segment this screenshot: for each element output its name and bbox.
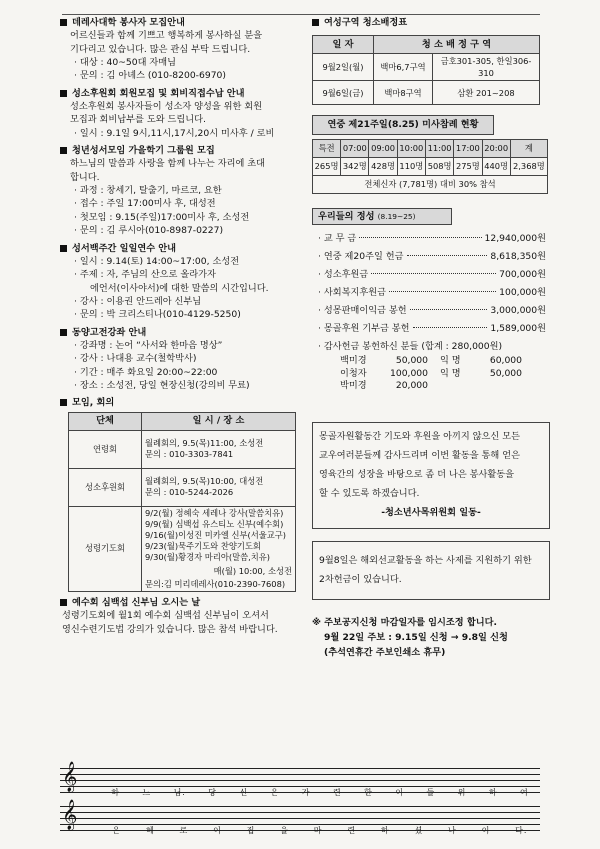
info-line: · 장소 : 소성전, 당일 현장신청(강의비 무료) — [74, 379, 250, 391]
table-header-row — [69, 412, 296, 430]
donor-name: 백미경 — [340, 355, 367, 367]
info-line: · 문의 : 김 루시아(010-8987-0227) — [74, 225, 224, 237]
offering-title-text: 우리들의 정성 — [318, 210, 375, 222]
youth-thanks-box — [312, 422, 550, 528]
detail-line: 문의 : 010-3303-7841 — [145, 449, 234, 460]
lyric-syllable: 셨 — [414, 826, 424, 835]
section-title: 예수회 심백섭 신부님 오시는 날 — [72, 596, 201, 608]
leader-dots — [413, 327, 488, 328]
section-volunteer-recruit — [60, 16, 302, 83]
lyric-syllable: 을 — [280, 826, 289, 835]
lyric-syllable: 은 — [270, 788, 280, 797]
group-cell: 성령기도회 — [69, 506, 142, 591]
item-amount: 700,000원 — [499, 268, 546, 280]
section-classics-lecture — [60, 326, 302, 393]
detail-cell — [142, 506, 296, 591]
column-header: 단체 — [69, 412, 142, 430]
table-row — [313, 54, 540, 81]
info-line: · 첫모임 : 9.15(주일)17:00미사 후, 소성전 — [74, 211, 250, 223]
count-cell: 265명 — [313, 157, 341, 175]
meetings-table — [68, 412, 296, 592]
section-title: 성소후원회 회원모집 및 회비직접수납 안내 — [72, 87, 245, 99]
table-row — [69, 506, 296, 591]
group-cell: 연령회 — [69, 430, 142, 468]
lyric-syllable: 로 — [179, 826, 189, 835]
count-cell: 110명 — [397, 157, 425, 175]
lyric-syllable: 신 — [239, 788, 249, 797]
time-cell: 09:00 — [369, 139, 397, 157]
info-line: · 문의 : 김 아녜스 (010-8200-6970) — [74, 70, 226, 82]
leader-dots — [389, 291, 496, 292]
lyric-syllable: 나 — [448, 826, 457, 835]
time-cell: 20:00 — [482, 139, 510, 157]
bullet-square-icon — [60, 19, 67, 26]
donor-name: 이청자 — [340, 367, 367, 379]
section-jesuit-visit — [60, 596, 302, 636]
lyric-syllable: 마 — [313, 826, 323, 835]
info-line: · 문의 : 박 크리스티나(010-4129-5250) — [74, 309, 241, 321]
count-cell: 428명 — [369, 157, 397, 175]
left-column — [60, 16, 302, 640]
text-line: 기다리고 있습니다. 많은 관심 부탁 드립니다. — [70, 43, 251, 55]
lyric-syllable: 혜 — [145, 826, 155, 835]
offering-list — [312, 230, 550, 338]
section-vocation-support — [60, 87, 302, 140]
signature-line: -청소년사목위원회 일동- — [381, 506, 481, 518]
list-item — [312, 302, 550, 320]
lyric-syllable: 님. — [173, 788, 186, 797]
mission-box — [312, 541, 550, 601]
list-item — [312, 284, 550, 302]
text-line: 몽골자원활동간 기도와 후원을 아끼지 않으신 모든 — [319, 431, 520, 443]
column-header: 일 시 / 장 소 — [142, 412, 296, 430]
lyric-syllable: 한 — [364, 788, 373, 797]
donor-amount: 100,000 — [390, 367, 428, 379]
lyric-syllable: 하 — [488, 788, 498, 797]
info-line: · 주제 : 자, 주님의 산으로 올라가자 — [74, 269, 216, 281]
detail-line: 9/30(월)황경자 마리아(말씀,치유) — [145, 552, 271, 563]
info-line: 에언서(이사야서)에 대한 말씀의 시간입니다. — [90, 282, 269, 294]
info-line: · 강사 : 이용권 안드레아 신부님 — [74, 295, 202, 307]
area-cell: 삼환 201~208 — [433, 81, 540, 105]
lyric-syllable: 당 — [208, 788, 218, 797]
lyric-syllable: 련 — [347, 826, 357, 835]
thanks-title: · 감사헌금 봉헌하신 분들 (합계 : 280,000원) — [318, 340, 503, 352]
section-title: 청년성서모임 가을학기 그룹원 모집 — [72, 145, 215, 157]
count-cell: 342명 — [341, 157, 369, 175]
info-line: · 강좌명 : 논어 “사서와 한마음 명상” — [74, 339, 223, 351]
text-line: 성령기도회에 월1회 예수회 심백섭 신부님이 오셔서 — [62, 610, 269, 622]
lyric-syllable: 이 — [481, 826, 491, 835]
right-column — [312, 16, 550, 661]
lyric-syllable: 하 — [380, 826, 390, 835]
text-line: 영육간의 성장을 바탕으로 좀 더 나은 봉사활동을 — [319, 469, 515, 481]
section-title: 데레사대학 봉사자 모집안내 — [72, 17, 185, 28]
column-header: 청 소 배 정 구 역 — [374, 36, 540, 54]
table-row — [69, 430, 296, 468]
lyric-syllable: 가 — [301, 788, 311, 797]
group-cell: 성소후원회 — [69, 468, 142, 506]
info-line: · 기간 : 매주 화요일 20:00~22:00 — [74, 366, 218, 378]
bullet-square-icon — [60, 329, 67, 336]
detail-line: 문의 : 010-5244-2026 — [145, 487, 234, 498]
lyric-syllable: 은 — [112, 826, 122, 835]
donor-name: 익 명 — [440, 367, 461, 379]
item-label: · 몽골후원 기부금 봉헌 — [318, 322, 410, 334]
detail-line: 9/2(월) 정혜숙 세레나 강사(말씀치유) — [145, 507, 284, 518]
donor-amount: 50,000 — [395, 355, 428, 367]
info-line: · 과정 : 창세기, 탈출기, 마르코, 요한 — [74, 185, 222, 197]
info-line: · 일시 : 9.1일 9시,11시,17시,20시 미사후 / 로비 — [74, 127, 275, 139]
lyric-syllable: 다. — [515, 826, 528, 835]
bullet-square-icon — [60, 147, 67, 154]
donor-amount: 20,000 — [395, 380, 428, 392]
time-cell: 특전 — [313, 139, 341, 157]
lyric-syllable: 하 — [111, 788, 120, 797]
text-line: 할 수 있도록 하겠습니다. — [319, 488, 420, 500]
time-cell: 07:00 — [341, 139, 369, 157]
text-line: 모집과 회비납부를 도와 드립니다. — [70, 114, 206, 126]
count-cell: 508명 — [425, 157, 453, 175]
table-header-row — [313, 36, 540, 54]
bullet-square-icon — [60, 599, 67, 606]
leader-dots — [359, 237, 481, 238]
section-meetings — [60, 396, 302, 592]
attendance-table — [312, 139, 548, 194]
section-youth-bible — [60, 144, 302, 237]
item-label: · 성몽판매이익금 봉헌 — [318, 304, 407, 316]
bullet-square-icon — [60, 399, 67, 406]
text-line: 성소후원회 봉사자들이 성소자 양성을 위한 회원 — [70, 101, 263, 113]
cleaning-table — [312, 35, 540, 105]
bullet-square-icon — [60, 90, 67, 97]
notice-block — [312, 616, 550, 660]
donor-name — [428, 380, 466, 392]
offering-title — [312, 208, 452, 225]
notice-line: 9월 22일 주보 : 9.15일 신청 → 9.8일 신청 — [324, 632, 508, 644]
detail-line: 월례회의, 9.5(목)10:00, 대성전 — [145, 475, 264, 486]
item-amount: 1,589,000원 — [490, 322, 546, 334]
treble-clef-icon: 𝄞 — [62, 800, 78, 830]
section-title: 모임, 회의 — [72, 397, 115, 409]
lyric-syllable: 위 — [457, 788, 467, 797]
text-line: 어르신들과 함께 기쁘고 행복하게 봉사하실 분을 — [70, 30, 263, 42]
lyric-syllable: 들 — [426, 788, 436, 797]
info-line: · 일시 : 9.14(토) 14:00~17:00, 소성전 — [74, 255, 240, 267]
item-label: · 연중 제20주일 헌금 — [318, 251, 404, 262]
section-title: 동양고전강좌 안내 — [72, 326, 147, 338]
text-line: 영신수련기도법 강의가 있습니다. 많은 참석 바랍니다. — [62, 623, 278, 635]
item-label: · 사회복지후원금 — [318, 286, 386, 298]
donor-amount — [466, 380, 522, 392]
lyric-syllable: 집 — [246, 826, 256, 835]
item-amount: 12,940,000원 — [484, 233, 546, 245]
detail-line: 매(월) 10:00, 소성전 — [213, 565, 292, 576]
summary-cell: 전체신자 (7,781명) 대비 30% 참석 — [313, 175, 548, 193]
text-line: 하느님의 말씀과 사랑을 함께 나누는 자리에 초대 — [70, 158, 266, 170]
item-label: · 교 무 금 — [318, 233, 357, 245]
time-cell: 10:00 — [397, 139, 425, 157]
date-cell: 9월6일(금) — [313, 81, 374, 105]
text-line: 합니다. — [70, 171, 100, 183]
section-bible-seminar — [60, 242, 302, 322]
count-cell: 2,368명 — [510, 157, 547, 175]
table-row — [313, 81, 540, 105]
leader-dots — [410, 309, 488, 310]
leader-dots — [371, 273, 496, 274]
item-amount: 8,618,350원 — [490, 251, 546, 262]
zone-cell: 백마8구역 — [374, 81, 433, 105]
text-line: 2차헌금이 있습니다. — [319, 573, 402, 585]
summary-row — [313, 175, 548, 193]
area-cell: 금호301-305, 한일306-310 — [433, 54, 540, 81]
top-rule — [62, 14, 540, 15]
table-row — [69, 468, 296, 506]
list-item — [312, 230, 550, 248]
notice-line: (추석연휴간 주보인쇄소 휴무) — [324, 646, 446, 658]
time-cell: 17:00 — [454, 139, 482, 157]
item-amount: 100,000원 — [499, 286, 546, 298]
treble-clef-icon: 𝄞 — [62, 762, 78, 792]
date-cell: 9월2일(월) — [313, 54, 374, 81]
donor-name: 익 명 — [440, 355, 461, 367]
lyric-syllable: 이 — [395, 788, 405, 797]
leader-dots — [407, 255, 488, 256]
time-cell: 계 — [510, 139, 547, 157]
detail-cell — [142, 430, 296, 468]
list-item — [312, 248, 550, 266]
donor-name: 박미경 — [340, 380, 367, 392]
notice-line: ※ 주보공지신청 마감일자를 임시조정 합니다. — [312, 617, 497, 629]
detail-line: 월례회의, 9.5(목)11:00, 소성전 — [145, 437, 264, 448]
detail-line: 9/9(월) 심백섭 유스티노 신부(예수회) — [145, 518, 284, 529]
zone-cell: 백마6,7구역 — [374, 54, 433, 81]
section-title: 여성구역 청소배정표 — [324, 17, 408, 28]
count-cell: 440명 — [482, 157, 510, 175]
lyric-syllable: 여 — [520, 788, 529, 797]
text-line: 9월8일은 해외선교활동을 하는 사제를 지원하기 위한 — [319, 554, 532, 566]
column-header: 일 자 — [313, 36, 374, 54]
lyric-syllable: 이 — [213, 826, 222, 835]
lyric-syllable: 느 — [142, 788, 152, 797]
bullet-square-icon — [312, 19, 319, 26]
detail-line: 문의:김 미리데레사(010-2390-7608) — [145, 578, 286, 589]
detail-line: 9/16(월)이성진 미카엘 신부(서울교구) — [145, 530, 287, 540]
info-line: · 대상 : 40~50대 자매님 — [74, 57, 177, 69]
text-line: 교우여러분들께 감사드리며 이번 활동을 통해 얻은 — [319, 450, 520, 462]
item-label: · 성소후원금 — [318, 268, 369, 280]
lyric-line-1 — [60, 787, 540, 799]
info-line: · 강사 : 나대용 교수(철학박사) — [74, 353, 197, 365]
offering-period: (8.19~25) — [377, 211, 416, 221]
donor-list — [312, 355, 550, 392]
detail-cell — [142, 468, 296, 506]
bullet-square-icon — [60, 245, 67, 252]
donor-amount: 50,000 — [489, 367, 522, 379]
detail-line: 9/23(월)묵주기도와 찬양기도회 — [145, 541, 261, 552]
lyric-syllable: 련 — [332, 788, 342, 797]
times-row — [313, 139, 548, 157]
donor-amount: 60,000 — [489, 355, 522, 367]
section-cleaning — [312, 16, 550, 105]
list-item — [312, 320, 550, 338]
counts-row — [313, 157, 548, 175]
list-item — [312, 266, 550, 284]
section-title: 성서백주간 일일연수 안내 — [72, 242, 177, 254]
info-line: · 접수 : 주일 17:00미사 후, 대성전 — [74, 198, 216, 210]
attendance-title: 연중 제21주일(8.25) 미사참례 현황 — [312, 115, 494, 134]
lyric-line-2 — [60, 825, 540, 837]
time-cell: 11:00 — [425, 139, 453, 157]
item-amount: 3,000,000원 — [490, 304, 546, 316]
count-cell: 275명 — [454, 157, 482, 175]
